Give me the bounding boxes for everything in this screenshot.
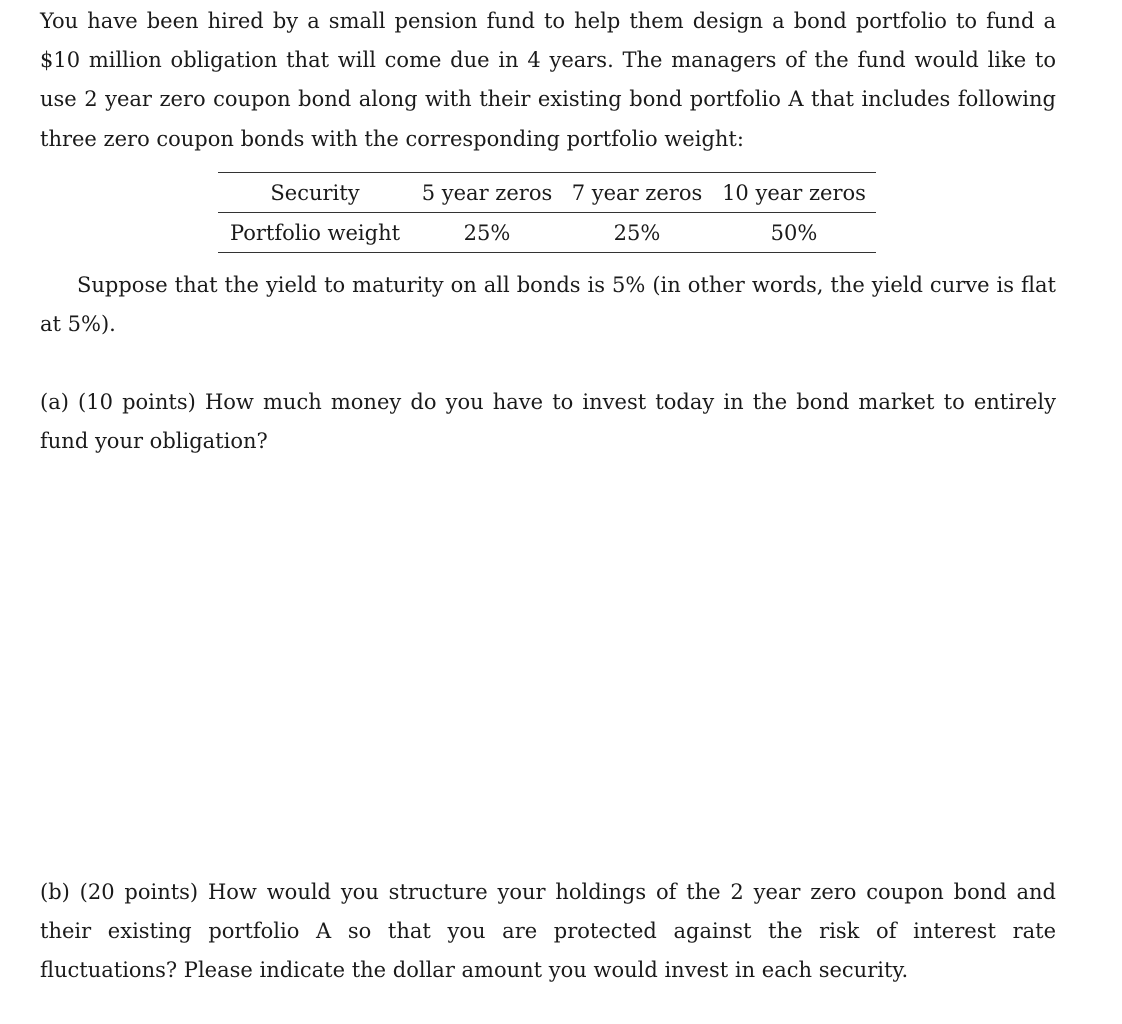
assumption-paragraph: Suppose that the yield to maturity on all bonds is 5% (in other words, the yield curve is flat at 5%). (40, 273, 1056, 337)
table-row (218, 213, 876, 253)
table-header-row (218, 173, 876, 213)
intro-paragraph: You have been hired by a small pension fund to help them design a bond portfolio to fund a $10 million obligation that will come due in 4 years. The managers of the fund would like to use 2 year zero coupon bond along with their existing bond portfolio A that includes following three zero coupon bonds with the corresponding portfolio weight: (40, 9, 1056, 151)
weight-7-year: 25% (613, 220, 661, 245)
weight-10-year: 50% (770, 220, 818, 245)
weight-5-year: 25% (463, 220, 511, 245)
header-security: Security (270, 180, 360, 205)
header-5-year-zeros: 5 year zeros (421, 180, 553, 205)
question-b: (b) (20 points) How would you structure your holdings of the 2 year zero coupon bond and their existing portfolio A so that you are protected against the risk of interest rate fluctuations? Please indicate the dollar amount you would invest in each security. (40, 880, 1056, 983)
header-10-year-zeros: 10 year zeros (722, 180, 866, 205)
question-a: (a) (10 points) How much money do you have to invest today in the bond market to entirely fund your obligation? (40, 390, 1056, 454)
row-label-portfolio-weight: Portfolio weight (229, 220, 401, 245)
portfolio-weights-table (218, 172, 876, 253)
header-7-year-zeros: 7 year zeros (571, 180, 703, 205)
